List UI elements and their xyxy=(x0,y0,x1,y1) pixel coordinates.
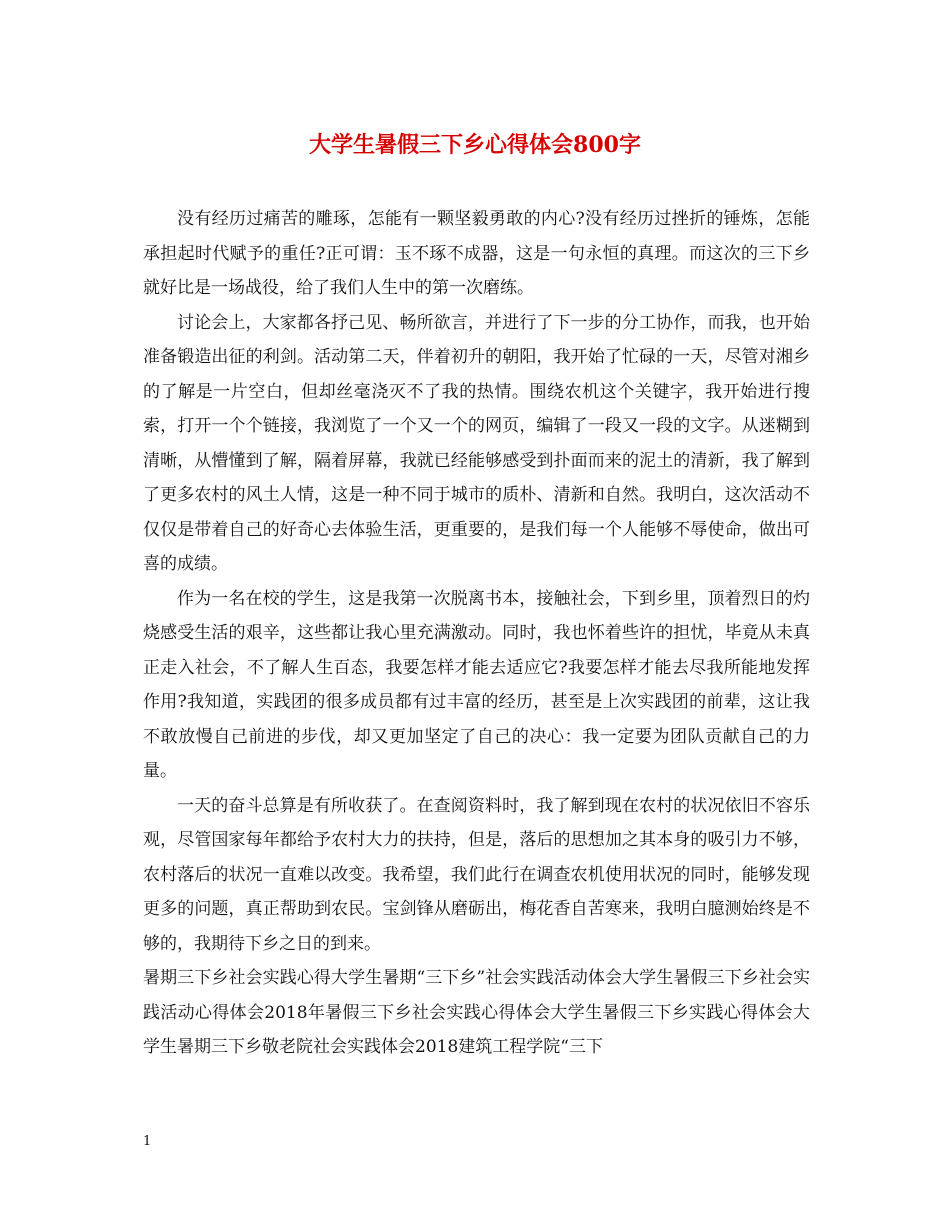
paragraph-4: 一天的奋斗总算是有所收获了。在查阅资料时，我了解到现在农村的状况依旧不容乐观，尽管国家每年都给予农村大力的扶持，但是，落后的思想加之其本身的吸引力不够，农村落后的状况一直难以改变。我希望，我们此行在调查农机使用状况的同时，能够发现更多的问题，真正帮助到农民。宝剑锋从磨砺出，梅花香自苦寒来，我明白臆测始终是不够的，我期待下乡之日的到来。 xyxy=(143,795,810,954)
document-title: 大学生暑假三下乡心得体会800字 xyxy=(309,132,641,158)
paragraph-1: 没有经历过痛苦的雕琢，怎能有一颗坚毅勇敢的内心?没有经历过挫折的锤炼，怎能承担起时代赋予的重任?正可谓：玉不琢不成器，这是一句永恒的真理。而这次的三下乡就好比是一场战役，给了我们人生中的第一次磨练。 xyxy=(143,209,810,298)
paragraph-2: 讨论会上，大家都各抒己见、畅所欲言，并进行了下一步的分工协作，而我，也开始准备锻造出征的利剑。活动第二天，伴着初升的朝阳，我开始了忙碌的一天，尽管对湘乡的了解是一片空白，但却丝毫浇灭不了我的热情。围绕农机这个关键字，我开始进行搜索，打开一个个链接，我浏览了一个又一个的网页，编辑了一段又一段的文字。从迷糊到清晰，从懵懂到了解，隔着屏幕，我就已经能够感受到扑面而来的泥土的清新，我了解到了更多农村的风土人情，这是一种不同于城市的质朴、清新和自然。我明白，这次活动不仅仅是带着自己的好奇心去体验生活，更重要的，是我们每一个人能够不辱使命，做出可喜的成绩。 xyxy=(143,312,810,574)
page-number: 1 xyxy=(143,1134,152,1149)
paragraph-3: 作为一名在校的学生，这是我第一次脱离书本，接触社会，下到乡里，顶着烈日的灼烧感受生活的艰辛，这些都让我心里充满激动。同时，我也怀着些许的担忧，毕竟从未真正走入社会，不了解人生百态，我要怎样才能去适应它?我要怎样才能去尽我所能地发挥作用?我知道，实践团的很多成员都有过丰富的经历，甚至是上次实践团的前辈，这让我不敢放慢自己前进的步伐，却又更加坚定了自己的决心：我一定要为团队贡献自己的力量。 xyxy=(143,588,810,781)
related-articles-text: 暑期三下乡社会实践心得大学生暑期“三下乡”社会实践活动体会大学生暑假三下乡社会实践活动心得体会2018年暑假三下乡社会实践心得体会大学生暑假三下乡实践心得体会大学生暑期三下乡敬老院社会实践体会2018建筑工程学院“三下 xyxy=(143,968,810,1057)
document-body xyxy=(143,202,810,1099)
